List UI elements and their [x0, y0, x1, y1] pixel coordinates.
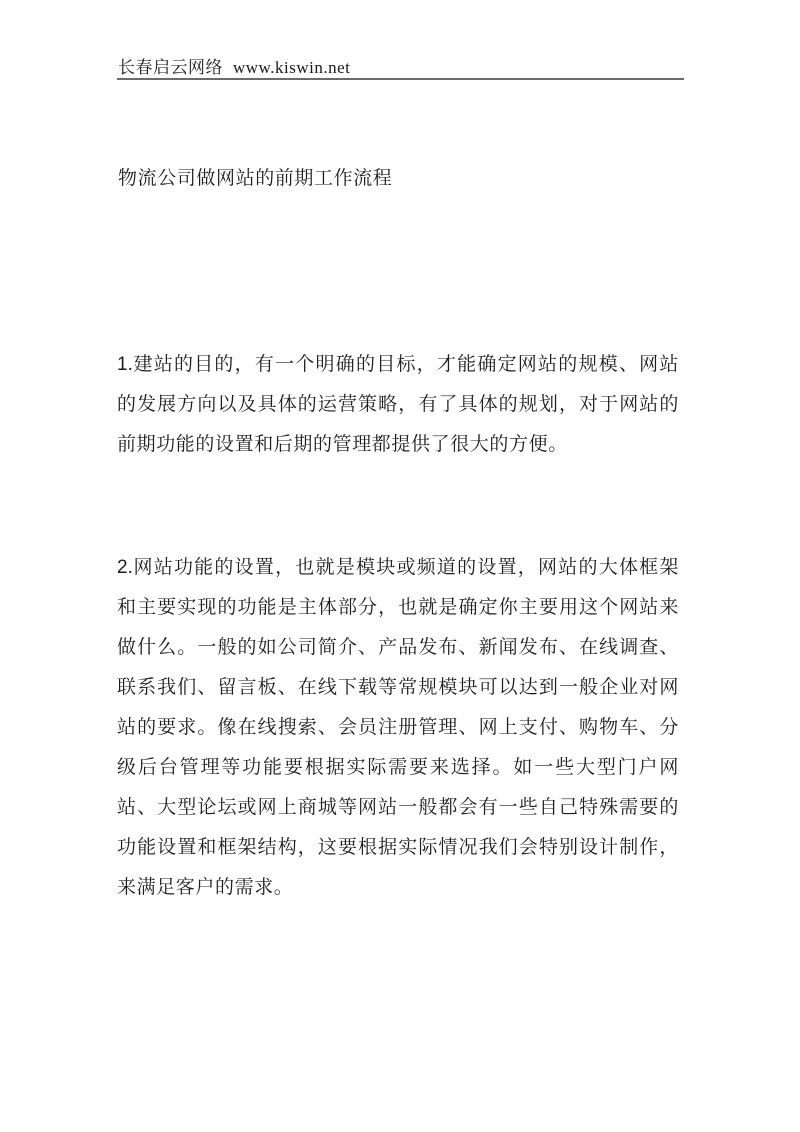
document-title: 物流公司做网站的前期工作流程 — [118, 168, 393, 189]
header-divider-line — [117, 78, 684, 80]
paragraph-2 — [117, 548, 679, 908]
header-company-name: 长春启云网络 — [118, 58, 223, 77]
header-website-url: www.kiswin.net — [233, 58, 351, 77]
paragraph-1-text: 建站的目的，有一个明确的目标，才能确定网站的规模、网站的发展方向以及具体的运营策略，有了具体的规划，对于网站的前期功能的设置和后期的管理都提供了很大的方便。 — [117, 354, 679, 455]
paragraph-2-text: 网站功能的设置，也就是模块或频道的设置，网站的大体框架和主要实现的功能是主体部分，也就是确定你主要用这个网站来做什么。一般的如公司简介、产品发布、新闻发布、在线调查、联系我们、留言板、在线下载等常规模块可以达到一般企业对网站的要求。像在线搜索、会员注册管理、网上支付、购物车、分级后台管理等功能要根据实际需要来选择。如一些大型门户网站、大型论坛或网上商城等网站一般都会有一些自己特殊需要的功能设置和框架结构，这要根据实际情况我们会特别设计制作，来满足客户的需求。 — [117, 557, 679, 898]
paragraph-2-number: 2. — [117, 557, 133, 578]
paragraph-1-number: 1. — [117, 354, 133, 375]
document-header — [118, 53, 350, 78]
paragraph-1 — [117, 345, 679, 465]
